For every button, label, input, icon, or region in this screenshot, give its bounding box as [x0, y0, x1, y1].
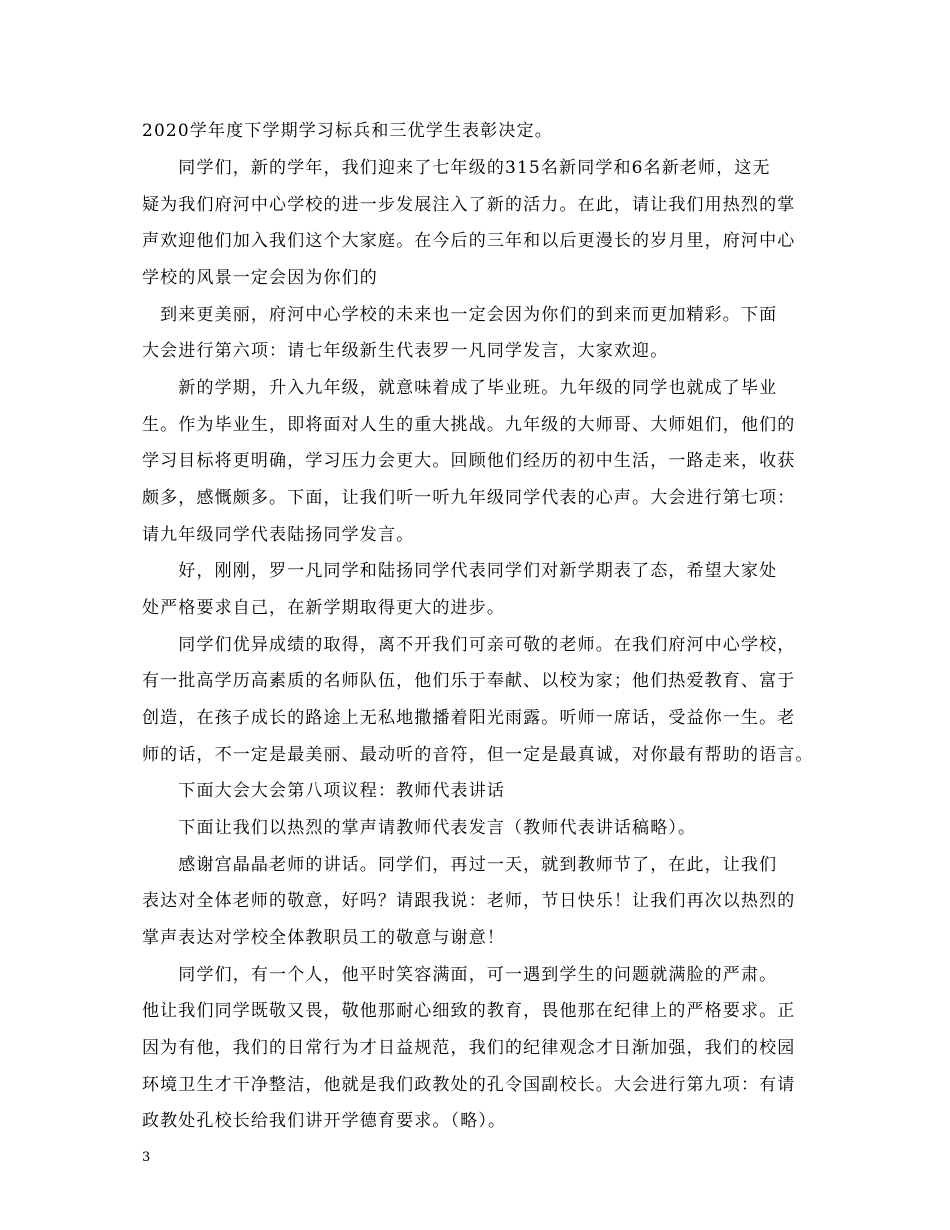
text-line: 生。作为毕业生，即将面对人生的重大挑战。九年级的大师哥、大师姐们，他们的 [142, 415, 796, 435]
text-line: 感谢宫晶晶老师的讲话。同学们，再过一天，就到教师节了，在此，让我们 [142, 855, 778, 875]
text-line: 师的话，不一定是最美丽、最动听的音符，但一定是最真诚，对你最有帮助的语言。 [142, 745, 814, 765]
text-line: 大会进行第六项：请七年级新生代表罗一凡同学发言，大家欢迎。 [142, 341, 669, 361]
text-line: 请九年级同学代表陆扬同学发言。 [142, 525, 415, 545]
text-line: 政教处孔校长给我们讲开学德育要求。（略）。 [142, 1111, 507, 1131]
text-line: 下面大会大会第八项议程：教师代表讲话 [142, 781, 505, 801]
text-line: 同学们优异成绩的取得，离不开我们可亲可敬的老师。在我们府河中心学校， [142, 635, 796, 655]
text-line: 同学们，有一个人，他平时笑容满面，可一遇到学生的问题就满脸的严肃。 [142, 965, 778, 985]
text-line: 有一批高学历高素质的名师队伍，他们乐于奉献、以校为家；他们热爱教育、富于 [142, 671, 796, 691]
text-line: 创造，在孩子成长的路途上无私地撒播着阳光雨露。听师一席话，受益你一生。老 [142, 708, 796, 728]
text-line: 环境卫生才干净整洁，他就是我们政教处的孔令国副校长。大会进行第九项：有请 [142, 1075, 796, 1095]
text-line: 学校的风景一定会因为你们的 [142, 268, 378, 288]
text-line: 声欢迎他们加入我们这个大家庭。在今后的三年和以后更漫长的岁月里，府河中心 [142, 231, 796, 251]
text-line: 新的学期，升入九年级，就意味着成了毕业班。九年级的同学也就成了毕业 [142, 378, 778, 398]
text-line: 疑为我们府河中心学校的进一步发展注入了新的活力。在此，请让我们用热烈的掌 [142, 195, 796, 215]
text-line: 处严格要求自己，在新学期取得更大的进步。 [142, 598, 505, 618]
text-line: 下面让我们以热烈的掌声请教师代表发言（教师代表讲话稿略）。 [142, 818, 697, 838]
text-line: 表达对全体老师的敬意，好吗？请跟我说：老师，节日快乐！让我们再次以热烈的 [142, 891, 796, 911]
text-line: 同学们，新的学年，我们迎来了七年级的315名新同学和6名新老师，这无 [142, 158, 771, 178]
text-line: 学习目标将更明确，学习压力会更大。回顾他们经历的初中生活，一路走来，收获 [142, 451, 796, 471]
text-line: 好，刚刚，罗一凡同学和陆扬同学代表同学们对新学期表了态，希望大家处 [142, 561, 778, 581]
text-line: 因为有他，我们的日常行为才日益规范，我们的纪律观念才日渐加强，我们的校园 [142, 1038, 796, 1058]
text-line: 2020学年度下学期学习标兵和三优学生表彰决定。 [142, 121, 553, 141]
text-line: 他让我们同学既敬又畏，敬他那耐心细致的教育，畏他那在纪律上的严格要求。正 [142, 1001, 796, 1021]
text-line: 颇多，感慨颇多。下面，让我们听一听九年级同学代表的心声。大会进行第七项： [142, 488, 796, 508]
text-line: 掌声表达对学校全体教职员工的敬意与谢意！ [142, 928, 505, 948]
page-number: 3 [142, 1150, 151, 1165]
text-line: 到来更美丽，府河中心学校的未来也一定会因为你们的到来而更加精彩。下面 [142, 305, 778, 325]
